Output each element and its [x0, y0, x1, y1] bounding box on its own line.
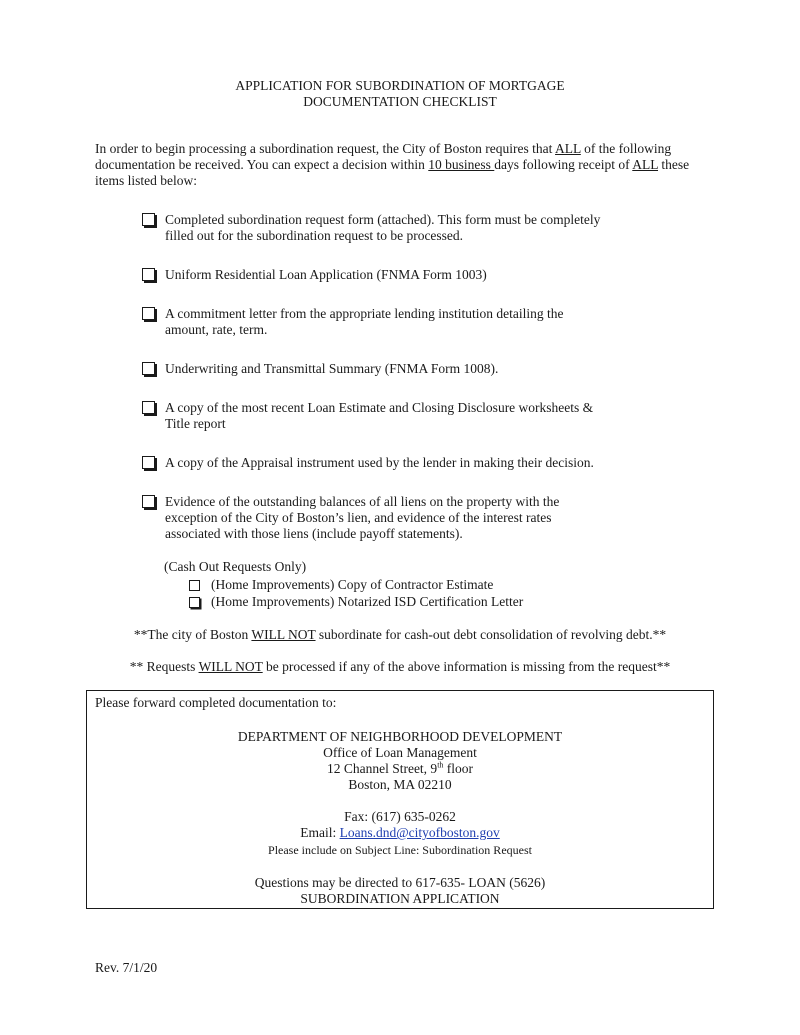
checkbox[interactable]	[142, 495, 155, 508]
checkbox[interactable]	[142, 307, 155, 320]
checkbox[interactable]	[142, 456, 155, 469]
checkbox[interactable]	[142, 362, 155, 375]
forward-instruction: Please forward completed documentation to:	[95, 695, 337, 710]
cash-out-heading: (Cash Out Requests Only)	[164, 559, 307, 574]
office-name: Office of Loan Management	[323, 745, 477, 760]
fax-number: Fax: (617) 635-0262	[344, 809, 456, 824]
page-subtitle: DOCUMENTATION CHECKLIST	[303, 94, 497, 109]
department-name: DEPARTMENT OF NEIGHBORHOOD DEVELOPMENT	[237, 729, 563, 744]
email-link[interactable]: Loans.dnd@cityofboston.gov	[339, 825, 500, 840]
form-footer-title: SUBORDINATION APPLICATION	[300, 891, 500, 906]
checkbox[interactable]	[142, 401, 155, 414]
cash-out-warning: **The city of Boston WILL NOT subordinate for cash-out debt consolidation of revolving debt.**	[133, 627, 667, 642]
subject-line-instruction: Please include on Subject Line: Subordination Request	[268, 843, 532, 857]
revision-date: Rev. 7/1/20	[95, 960, 158, 975]
missing-info-warning: ** Requests WILL NOT be processed if any of the above information is missing from the request**	[129, 659, 671, 674]
questions-phone: Questions may be directed to 617-635- LOAN (5626)	[254, 875, 546, 890]
checkbox[interactable]	[189, 580, 200, 591]
checkbox[interactable]	[189, 597, 200, 608]
email-line: Email: Loans.dnd@cityofboston.gov	[300, 825, 500, 840]
intro-paragraph: In order to begin processing a subordination request, the City of Boston requires that ALL of the following documentation be received. You can expect a decision within 10 business days following receipt of ALL these items listed below:	[95, 141, 690, 188]
contact-box	[86, 690, 714, 909]
checkbox[interactable]	[142, 268, 155, 281]
street-address: 12 Channel Street, 9th floor	[326, 760, 474, 776]
page-title: APPLICATION FOR SUBORDINATION OF MORTGAGE	[235, 78, 565, 93]
city-state-zip: Boston, MA 02210	[348, 777, 452, 792]
checkbox[interactable]	[142, 213, 155, 226]
